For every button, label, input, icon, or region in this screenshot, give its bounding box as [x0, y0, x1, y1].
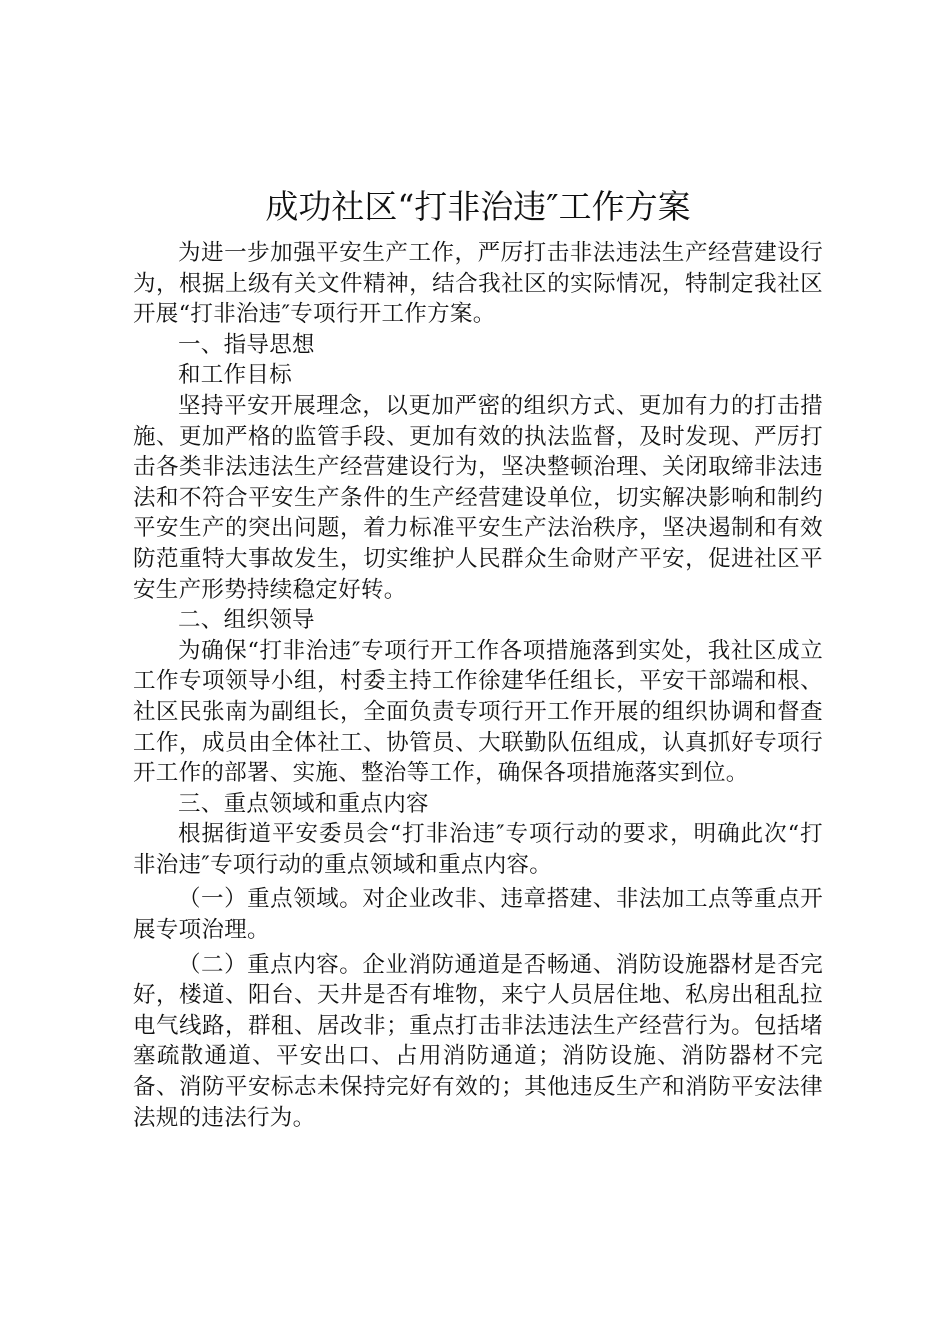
document-title: 成功社区“打非治违″工作方案 [265, 187, 691, 226]
document-page [133, 182, 823, 1133]
section3-heading: 三、重点领域和重点内容 [178, 790, 429, 817]
section1-heading-continued: 和工作目标 [178, 362, 293, 389]
section2-heading: 二、组织领导 [178, 607, 315, 634]
intro-paragraph: 为进一步加强平安生产工作，严厉打击非法违法生产经营建设行为，根据上级有关文件精神，结合我社区的实际情况，特制定我社区开展“打非治违″专项行开工作方案。 [133, 240, 823, 328]
section1-body: 坚持平安开展理念，以更加严密的组织方式、更加有力的打击措施、更加严格的监管手段、更加有效的执法监督，及时发现、严厉打击各类非法违法生产经营建设行为，坚决整顿治理、关闭取缔非法违法和不符合平安生产条件的生产经营建设单位，切实解决影响和制约平安生产的突出问题，着力标准平安生产法治秩序，坚决遏制和有效防范重特大事故发生，切实维护人民群众生命财产平安，促进社区平安生产形势持续稳定好转。 [133, 392, 823, 603]
section1-heading: 一、指导思想 [178, 331, 315, 358]
section2-body: 为确保“打非治违″专项行开工作各项措施落到实处，我社区成立工作专项领导小组，村委主持工作徐建华任组长，平安干部端和根、社区民张南为副组长，全面负责专项行开工作开展的组织协调和督查工作，成员由全体社工、协管员、大联勤队伍组成，认真抓好专项行开工作的部署、实施、整治等工作，确保各项措施落实到位。 [133, 637, 823, 787]
section3-item2: （二）重点内容。企业消防通道是否畅通、消防设施器材是否完好，楼道、阳台、天井是否有堆物，来宁人员居住地、私房出租乱拉电气线路，群租、居改非；重点打击非法违法生产经营行为。包括堵塞疏散通道、平安出口、占用消防通道；消防设施、消防器材不完备、消防平安标志未保持完好有效的；其他违反生产和消防平安法律法规的违法行为。 [133, 951, 823, 1131]
section3-body: 根据街道平安委员会“打非治违″专项行动的要求，明确此次“打非治违″专项行动的重点领域和重点内容。 [133, 821, 823, 878]
section3-item1: （一）重点领域。对企业改非、违章搭建、非法加工点等重点开展专项治理。 [133, 886, 823, 944]
